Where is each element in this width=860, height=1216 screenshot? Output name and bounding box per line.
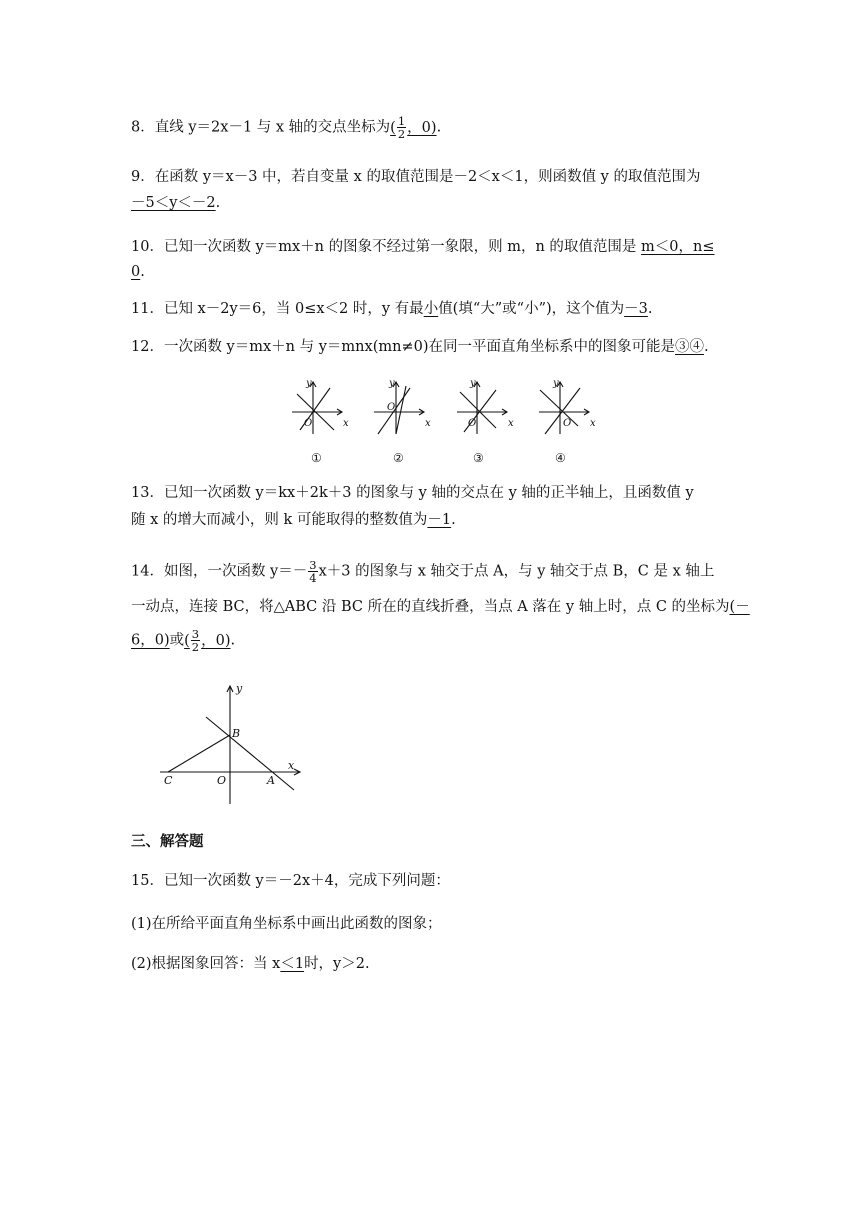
q12-graphs bbox=[0, 374, 860, 474]
answer: －5＜y＜－2 bbox=[131, 195, 216, 211]
answer: －1 bbox=[427, 512, 452, 528]
answer: ＜1 bbox=[280, 956, 305, 972]
svg-text:O: O bbox=[304, 418, 313, 429]
question-text: 已知一次函数 y＝kx＋2k＋3 的图象与 y 轴的交点在 y 轴的正半轴上，且函数值 y bbox=[163, 485, 694, 501]
svg-text:A: A bbox=[267, 774, 275, 787]
answer: m＜0，n≤ bbox=[641, 239, 715, 255]
question-text: 在函数 y＝x－3 中，若自变量 x 的取值范围是－2＜x＜1，则函数值 y 的取值范围为 bbox=[154, 169, 701, 185]
graph-label-3: ③ bbox=[473, 451, 484, 465]
question-number: 9． bbox=[131, 169, 155, 185]
svg-text:C: C bbox=[164, 774, 173, 787]
svg-text:O: O bbox=[468, 418, 477, 429]
svg-text:x: x bbox=[343, 418, 349, 429]
question-14-cont: 一动点，连接 BC，将△ABC 沿 BC 所在的直线折叠，当点 A 落在 y 轴上时，点 C 的坐标为(－ bbox=[131, 599, 750, 615]
question-text: 已知一次函数 y＝－2x＋4，完成下列问题： bbox=[163, 873, 450, 889]
answer: 小 bbox=[423, 301, 439, 317]
question-14-cont2: 6，0)或( $\frac{3}{2}$ ，0). bbox=[131, 627, 236, 654]
answer: ( $\frac{1}{2}$ ，0) bbox=[390, 114, 437, 141]
svg-text:x: x bbox=[425, 418, 431, 429]
answer: 0 bbox=[131, 264, 141, 280]
graph-1 bbox=[292, 382, 342, 434]
svg-text:y: y bbox=[236, 682, 243, 695]
question-number: 10． bbox=[131, 239, 164, 255]
graph-label-2: ② bbox=[393, 451, 404, 465]
answer: 6，0) bbox=[131, 632, 170, 649]
question-number: 12． bbox=[131, 339, 164, 355]
svg-text:O: O bbox=[563, 418, 572, 429]
question-13 bbox=[131, 483, 694, 503]
question-14: 14．如图，一次函数 y＝－ $\frac{3}{4}$ x＋3 的图象与 x 轴交于点 A，与 y 轴交于点 B，C 是 x 轴上 bbox=[131, 558, 715, 585]
question-12: 12．一次函数 y＝mx＋n 与 y＝mnx(mn≠0)在同一平面直角坐标系中的图象可能是③④. bbox=[131, 339, 709, 355]
question-15-part1: (1)在所给平面直角坐标系中画出此函数的图象； bbox=[131, 916, 442, 932]
graph-label-1: ① bbox=[311, 451, 322, 465]
question-text: 已知一次函数 y＝mx＋n 的图象不经过第一象限，则 m，n 的取值范围是 bbox=[163, 239, 642, 255]
question-9-cont: －5＜y＜－2. bbox=[131, 195, 221, 211]
fraction: $\frac{1}{2}$ bbox=[397, 114, 406, 141]
question-number: 8． bbox=[131, 119, 155, 136]
svg-text:y: y bbox=[306, 378, 312, 389]
graph-2 bbox=[374, 382, 424, 434]
question-10 bbox=[131, 237, 715, 257]
svg-text:x: x bbox=[288, 759, 295, 772]
q14-figure bbox=[0, 680, 860, 810]
svg-text:B: B bbox=[232, 727, 241, 740]
question-number: 11． bbox=[131, 301, 164, 317]
section-title: 三、解答题 bbox=[131, 834, 204, 850]
question-text: 已知 x－2y＝6，当 0≤x＜2 时，y 有最 bbox=[163, 301, 424, 317]
question-10-cont: 0. bbox=[131, 264, 145, 280]
question-15-part2: (2)根据图象回答：当 x＜1时，y＞2. bbox=[131, 956, 370, 972]
svg-text:O: O bbox=[217, 774, 227, 787]
question-number: 13． bbox=[131, 485, 164, 501]
answer: －3 bbox=[624, 301, 648, 317]
question-number: 14． bbox=[131, 563, 164, 580]
svg-text:O: O bbox=[387, 402, 396, 413]
answer: ( $\frac{3}{2}$ ，0) bbox=[184, 627, 231, 654]
answer: (－ bbox=[729, 599, 750, 615]
svg-text:y: y bbox=[553, 378, 559, 389]
question-11: 11．已知 x－2y＝6，当 0≤x＜2 时，y 有最小值(填“大”或“小”)，这个值为－3. bbox=[131, 301, 653, 317]
question-15 bbox=[131, 871, 450, 891]
svg-text:x: x bbox=[508, 418, 514, 429]
question-text: 直线 y＝2x－1 与 x 轴的交点坐标为 bbox=[154, 119, 391, 136]
graph-3 bbox=[457, 382, 507, 434]
fraction: $\frac{3}{4}$ bbox=[309, 558, 317, 585]
svg-text:y: y bbox=[470, 378, 476, 389]
question-text: 一次函数 y＝mx＋n 与 y＝mnx(mn≠0)在同一平面直角坐标系中的图象可能是 bbox=[163, 339, 675, 355]
graph-label-4: ④ bbox=[555, 451, 566, 465]
fraction: $\frac{3}{2}$ bbox=[191, 627, 200, 654]
question-number: 15． bbox=[131, 873, 164, 889]
question-8: 8．直线 y＝2x－1 与 x 轴的交点坐标为( $\frac{1}{2}$ ，0). bbox=[131, 114, 442, 141]
svg-text:x: x bbox=[590, 418, 596, 429]
question-9 bbox=[131, 167, 700, 187]
question-13-cont: 随 x 的增大而减小，则 k 可能取得的整数值为－1. bbox=[131, 512, 456, 528]
svg-text:y: y bbox=[389, 378, 395, 389]
answer: ③④ bbox=[674, 339, 704, 355]
